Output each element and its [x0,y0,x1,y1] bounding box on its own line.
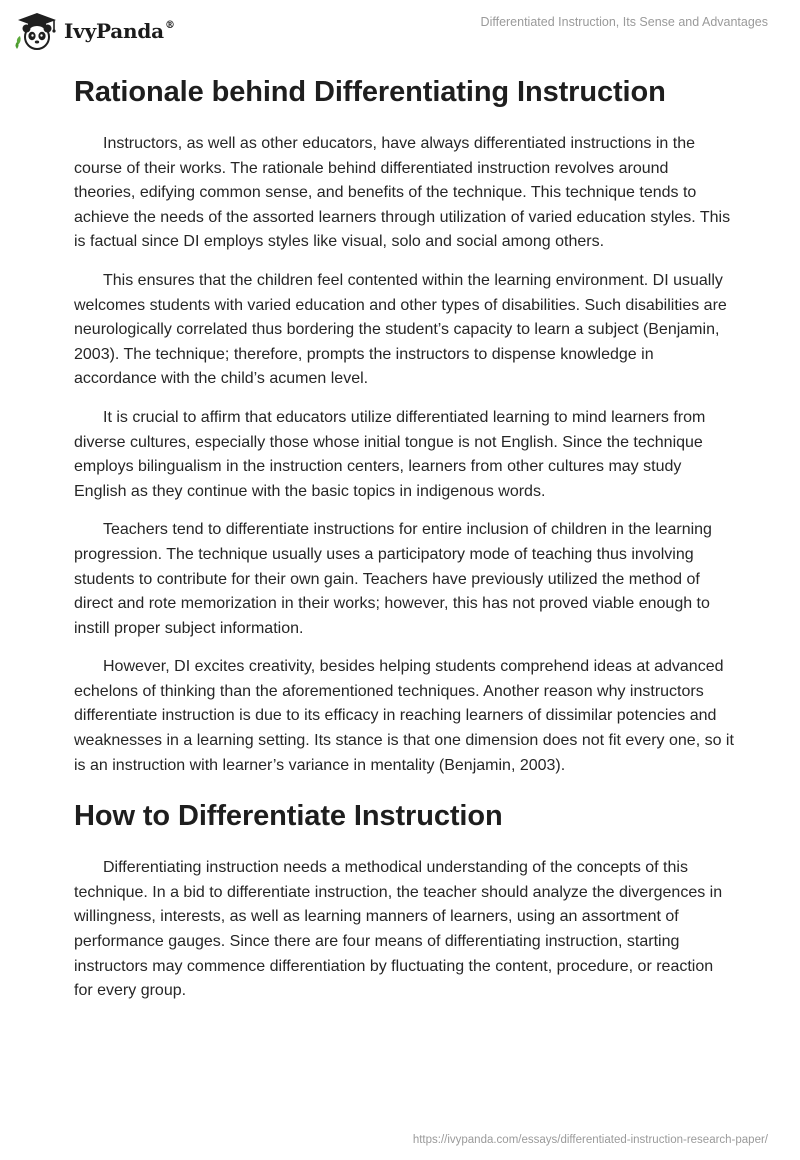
panda-graduate-icon [14,11,60,51]
ivypanda-logo[interactable] [14,9,175,53]
section-heading-how-to: How to Differentiate Instruction [74,800,503,833]
paragraph: Teachers tend to differentiate instructions for entire inclusion of children in the learning progression. The technique usually uses a participatory mode of teaching thus involving students to contribute for their own gain. Teachers have previously utilized the method of direct and rote memorization in their works; however, this has not proved viable enough to instill proper subject information. [74,521,712,637]
source-url[interactable]: https://ivypanda.com/essays/differentiated-instruction-research-paper/ [412,1134,768,1146]
paragraph: This ensures that the children feel contented within the learning environment. DI usually welcomes students with varied education and other types of disabilities. Such disabilities are neurologically correlated thus bordering the student’s capacity to learn a subject (Benjamin, 2003). The technique; therefore, prompts the instructors to dispense knowledge in accordance with the child’s acumen level. [74,271,727,388]
running-title: Differentiated Instruction, Its Sense and Advantages [480,15,768,29]
brand-text: IvyPanda [64,19,164,43]
essay-content [74,72,734,1018]
brand-name [64,19,175,43]
paragraph: Differentiating instruction needs a methodical understanding of the concepts of this technique. In a bid to differentiate instruction, the teacher should analyze the divergences in willingness, interests, as well as learning manners of learners, using an assortment of performance gauges. Since there are four means of differentiating instruction, starting instructors may commence differentiation by fluctuating the content, procedure, or reaction for every group. [74,859,723,1000]
trademark-symbol: ® [164,20,175,31]
paragraph: It is crucial to affirm that educators utilize differentiated learning to mind learners from diverse cultures, especially those whose initial tongue is not English. Since the technique employs bilingualism in the instruction centers, learners from other cultures may study English as they continue with the basic topics in indigenous words. [74,408,706,500]
paragraph: However, DI excites creativity, besides helping students comprehend ideas at advanced echelons of thinking than the aforementioned techniques. Another reason why instructors differentiate instruction is due to its efficacy in reaching learners of dissimilar potencies and weaknesses in a learning setting. Its stance is that one dimension does not fit every one, so it is an instruction with learner’s variance in mentality (Benjamin, 2003). [74,658,734,774]
page-header [0,0,800,56]
paragraph: Instructors, as well as other educators, have always differentiated instructions in the course of their works. The rationale behind differentiated instruction revolves around theories, edifying common sense, and benefits of the technique. This technique tends to achieve the needs of the assorted learners through utilization of varied education styles. This is factual since DI employs styles like visual, solo and social among others. [74,135,731,251]
section-heading-rationale: Rationale behind Differentiating Instruction [74,76,666,108]
